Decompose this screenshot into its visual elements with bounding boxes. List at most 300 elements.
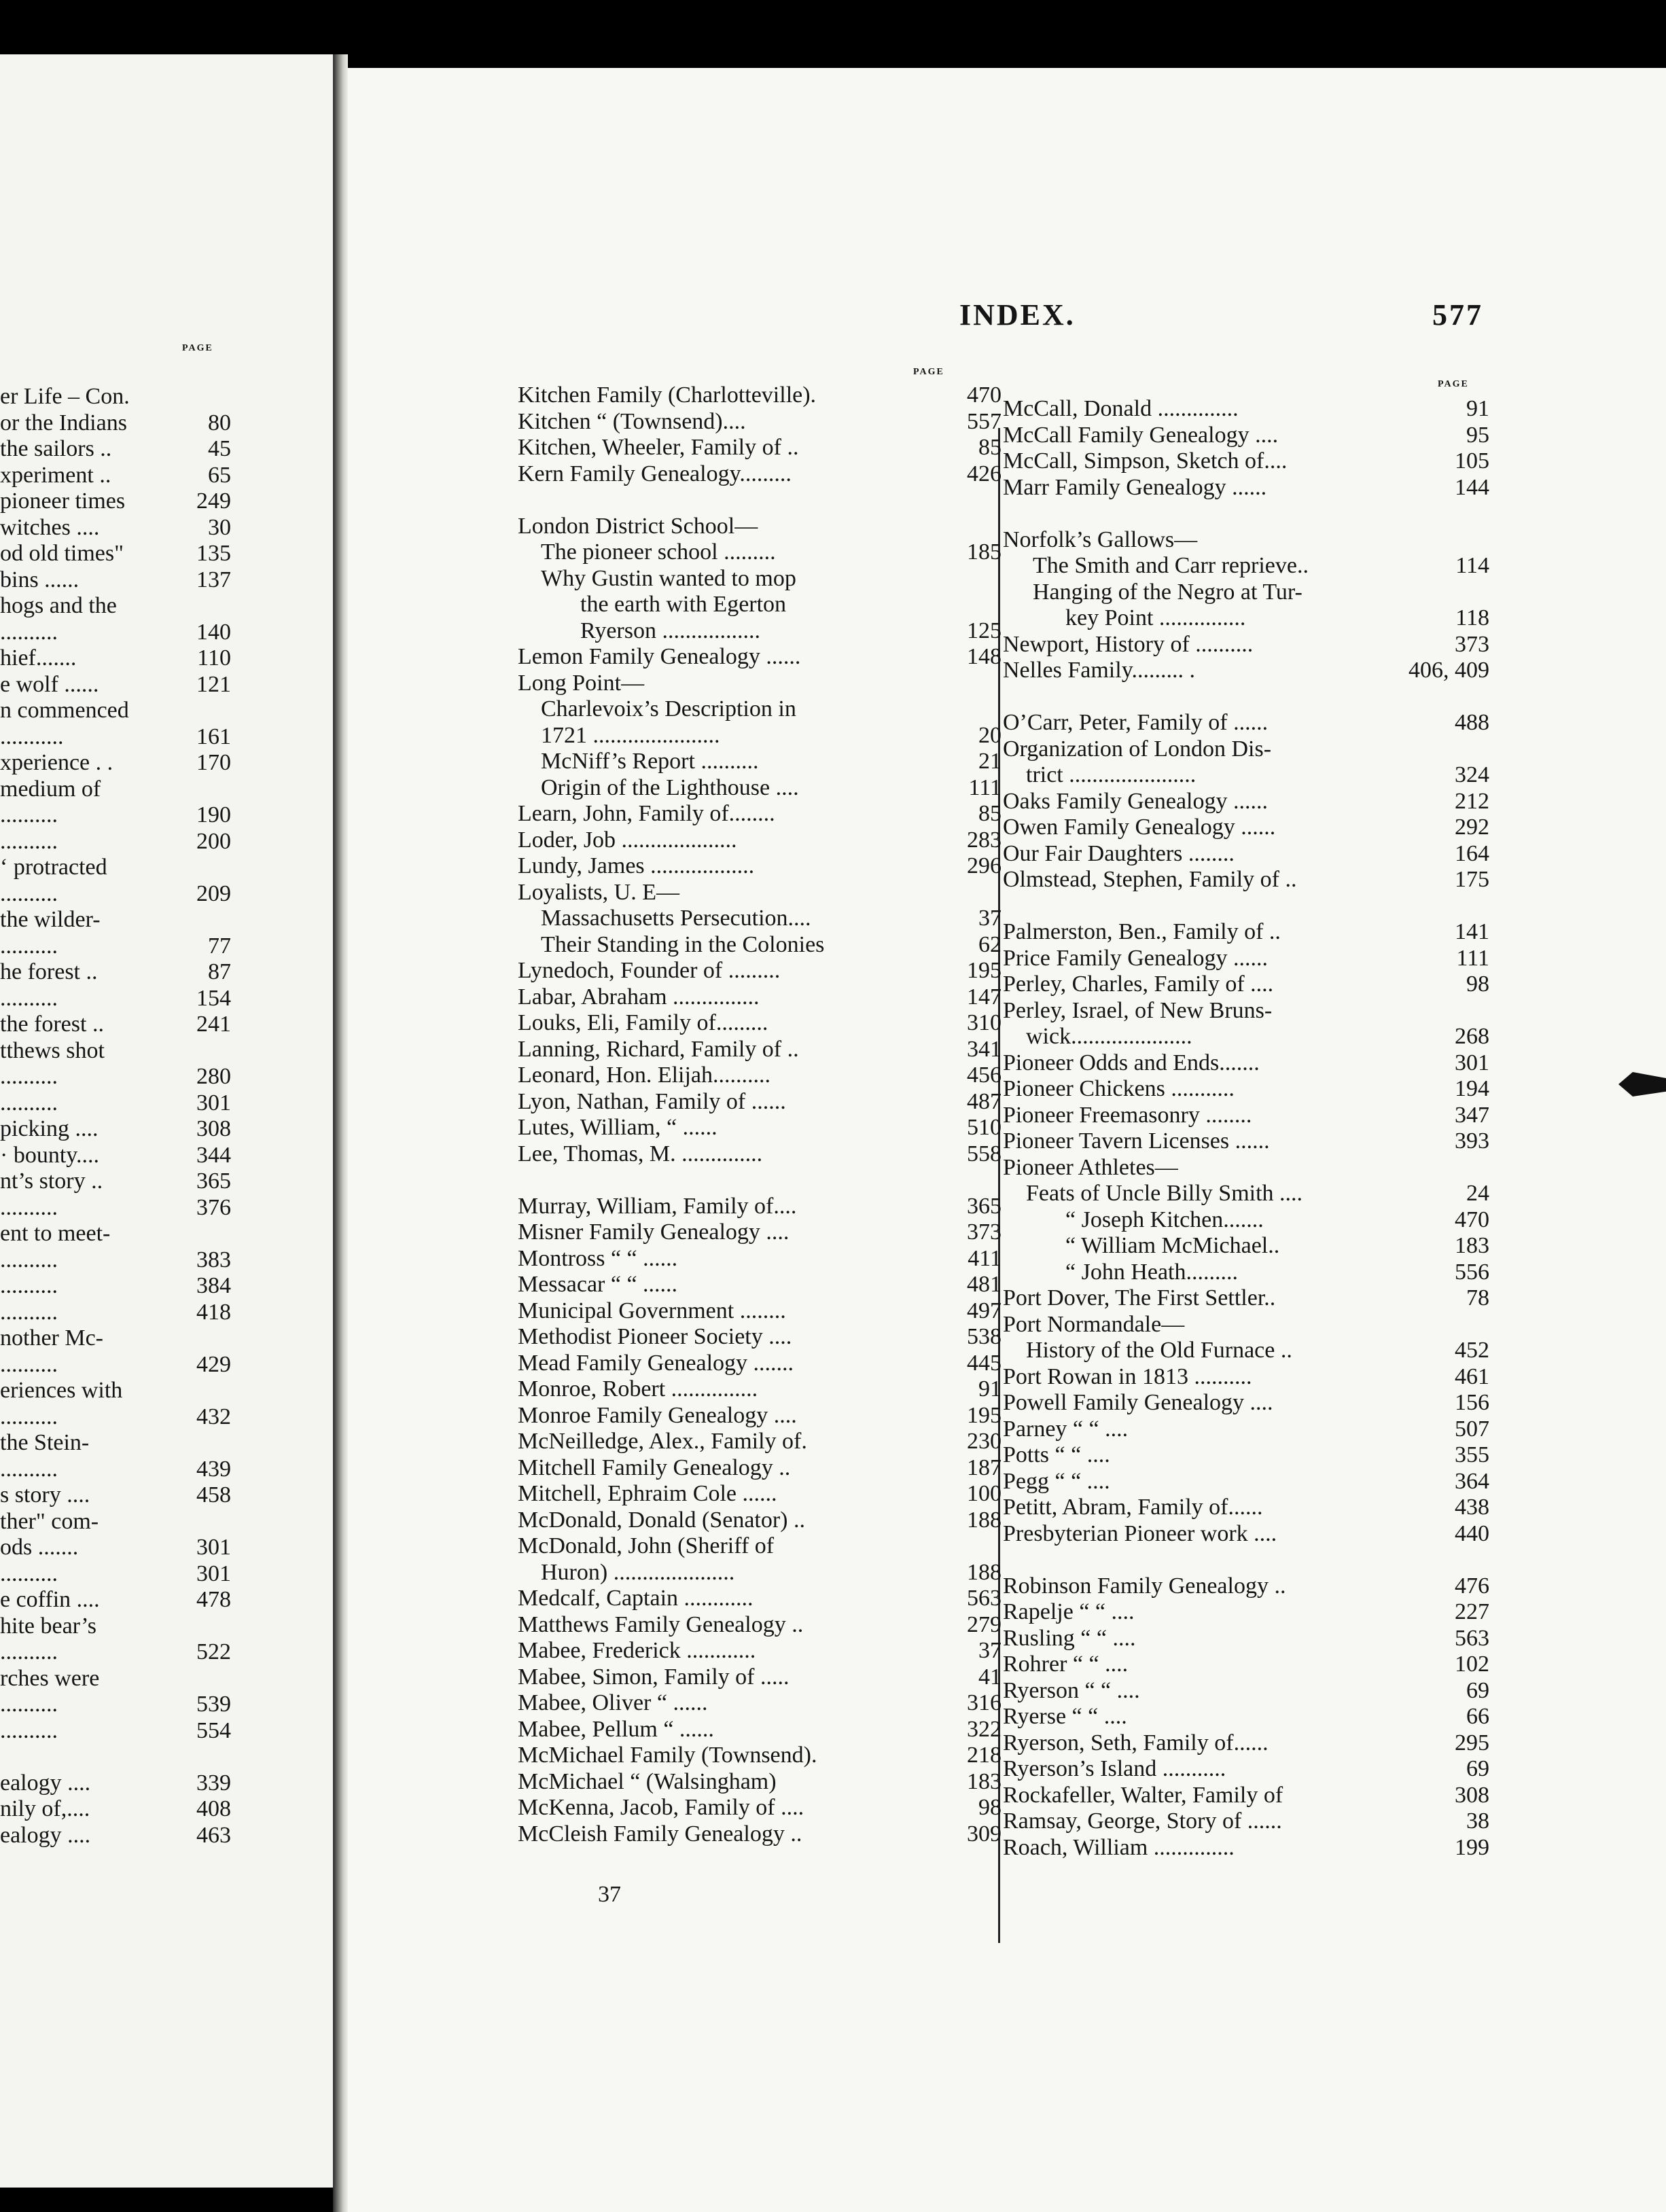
entry-text: Norfolk’s Gallows— bbox=[1003, 527, 1198, 552]
index-entry bbox=[1003, 658, 1489, 684]
entry-page: 429 bbox=[196, 1351, 231, 1377]
index-entry bbox=[518, 1141, 1002, 1168]
index-entry bbox=[1003, 867, 1489, 893]
entry-text: Leonard, Hon. Elijah.......... bbox=[518, 1063, 771, 1088]
entry-page: 408 bbox=[196, 1796, 231, 1821]
middle-page-label: PAGE bbox=[913, 367, 944, 377]
entry-text: ther" com- bbox=[0, 1508, 99, 1534]
index-entry bbox=[518, 775, 1002, 802]
entry-text: xperience . . bbox=[0, 750, 113, 775]
entry-text: .......... bbox=[0, 1194, 58, 1220]
entry-text: Ryerson ................. bbox=[580, 618, 760, 643]
entry-text: McDonald, John (Sheriff of bbox=[518, 1533, 775, 1558]
signature-mark: 37 bbox=[598, 1882, 621, 1907]
index-entry bbox=[518, 671, 1002, 697]
entry-page: 478 bbox=[196, 1587, 231, 1612]
entry-text: od old times" bbox=[0, 541, 124, 566]
index-entry bbox=[1003, 448, 1489, 475]
index-entry bbox=[518, 801, 1002, 827]
index-entry bbox=[518, 1167, 1002, 1194]
entry-text: Louks, Eli, Family of......... bbox=[518, 1010, 768, 1035]
index-entry bbox=[1003, 1233, 1489, 1260]
index-entry bbox=[1003, 396, 1489, 423]
entry-text: McCall, Donald .............. bbox=[1003, 396, 1239, 421]
entry-text: Owen Family Genealogy ...... bbox=[1003, 815, 1276, 840]
index-entry bbox=[518, 1638, 1002, 1664]
index-entry bbox=[1003, 1469, 1489, 1495]
entry-page: 212 bbox=[1455, 788, 1489, 814]
entry-page: 164 bbox=[1455, 840, 1489, 866]
index-entry bbox=[0, 1169, 231, 1195]
index-entry bbox=[1003, 1050, 1489, 1077]
index-entry bbox=[0, 1325, 231, 1352]
index-entry bbox=[0, 1404, 231, 1431]
index-entry bbox=[0, 1430, 231, 1457]
entry-text: Port Rowan in 1813 .......... bbox=[1003, 1363, 1252, 1389]
index-entry bbox=[518, 1115, 1002, 1141]
entry-page: 310 bbox=[967, 1010, 1002, 1035]
entry-text: .......... bbox=[0, 619, 58, 645]
index-entry bbox=[1003, 1678, 1489, 1705]
entry-text: Misner Family Genealogy .... bbox=[518, 1219, 790, 1245]
index-entry bbox=[1003, 1260, 1489, 1286]
index-entry bbox=[0, 881, 231, 908]
entry-text: pioneer times bbox=[0, 488, 126, 514]
entry-text: “ John Heath......... bbox=[1065, 1259, 1239, 1285]
index-entry bbox=[0, 1535, 231, 1561]
entry-text: Our Fair Daughters ........ bbox=[1003, 840, 1235, 866]
index-entry bbox=[518, 1743, 1002, 1769]
index-entry bbox=[1003, 893, 1489, 920]
index-entry bbox=[518, 1089, 1002, 1116]
entry-text: Kitchen, Wheeler, Family of .. bbox=[518, 435, 799, 460]
entry-page: 339 bbox=[196, 1770, 231, 1796]
entry-text: Perley, Charles, Family of .... bbox=[1003, 971, 1274, 997]
index-entry bbox=[1003, 501, 1489, 527]
entry-text: .......... bbox=[0, 828, 58, 854]
entry-text: Port Dover, The First Settler.. bbox=[1003, 1285, 1276, 1310]
entry-text: O’Carr, Peter, Family of ...... bbox=[1003, 710, 1269, 735]
entry-text: Mabee, Oliver “ ...... bbox=[518, 1690, 708, 1715]
entry-page: 41 bbox=[978, 1664, 1002, 1690]
entry-page: 230 bbox=[967, 1429, 1002, 1454]
index-entry bbox=[518, 1219, 1002, 1246]
entry-page: 507 bbox=[1455, 1416, 1489, 1442]
index-entry bbox=[0, 1561, 231, 1588]
entry-text: Loder, Job .................... bbox=[518, 827, 737, 853]
entry-text: wick..................... bbox=[1026, 1024, 1192, 1049]
entry-text: London District School— bbox=[518, 513, 758, 539]
entry-page: 37 bbox=[978, 1638, 1002, 1663]
index-entry bbox=[1003, 1155, 1489, 1181]
index-entry bbox=[518, 1481, 1002, 1508]
entry-text: Potts “ “ .... bbox=[1003, 1442, 1110, 1467]
entry-page: 227 bbox=[1455, 1599, 1489, 1624]
entry-page: 77 bbox=[208, 933, 231, 959]
index-entry bbox=[1003, 1128, 1489, 1155]
entry-text: McMichael Family (Townsend). bbox=[518, 1743, 817, 1768]
index-entry bbox=[518, 906, 1002, 932]
index-entry bbox=[518, 514, 1002, 540]
entry-text: The Smith and Carr reprieve.. bbox=[1033, 553, 1309, 578]
entry-text: Roach, William .............. bbox=[1003, 1834, 1235, 1860]
left-page-label: PAGE bbox=[182, 343, 213, 353]
entry-page: 87 bbox=[208, 959, 231, 984]
index-entry bbox=[518, 1586, 1002, 1612]
entry-text: or the Indians bbox=[0, 410, 127, 435]
entry-page: 209 bbox=[196, 880, 231, 906]
entry-page: 110 bbox=[197, 645, 231, 671]
index-entry bbox=[1003, 946, 1489, 972]
entry-text: Mabee, Pellum “ ...... bbox=[518, 1716, 714, 1742]
index-entry bbox=[518, 1063, 1002, 1089]
index-entry bbox=[0, 1143, 231, 1169]
entry-page: 268 bbox=[1455, 1024, 1489, 1049]
index-entry bbox=[1003, 1521, 1489, 1548]
entry-text: nily of,.... bbox=[0, 1796, 90, 1821]
entry-page: 347 bbox=[1455, 1102, 1489, 1128]
index-entry bbox=[518, 1272, 1002, 1298]
entry-page: 539 bbox=[196, 1692, 231, 1717]
entry-text: ‘ protracted bbox=[0, 855, 107, 880]
index-entry bbox=[518, 1429, 1002, 1455]
entry-text: Learn, John, Family of........ bbox=[518, 801, 775, 826]
entry-text: History of the Old Furnace .. bbox=[1026, 1338, 1292, 1363]
index-entry bbox=[518, 435, 1002, 461]
entry-page: 154 bbox=[196, 985, 231, 1011]
entry-page: 292 bbox=[1455, 815, 1489, 840]
entry-text: “ William McMichael.. bbox=[1065, 1233, 1280, 1258]
entry-page: 85 bbox=[978, 801, 1002, 826]
entry-page: 308 bbox=[196, 1116, 231, 1141]
entry-page: 296 bbox=[967, 853, 1002, 878]
entry-text: ent to meet- bbox=[0, 1221, 111, 1246]
entry-page: 200 bbox=[196, 828, 231, 854]
index-entry bbox=[518, 1690, 1002, 1717]
entry-page: 301 bbox=[1455, 1050, 1489, 1075]
entry-page: 510 bbox=[967, 1115, 1002, 1140]
entry-text: .......... bbox=[0, 1639, 58, 1664]
entry-text: Pioneer Odds and Ends....... bbox=[1003, 1050, 1260, 1075]
index-entry bbox=[518, 1351, 1002, 1377]
middle-index-column bbox=[518, 382, 1002, 1847]
entry-text: e wolf ...... bbox=[0, 671, 99, 697]
entry-page: 190 bbox=[196, 802, 231, 827]
index-entry bbox=[0, 1666, 231, 1692]
entry-text: Messacar “ “ ...... bbox=[518, 1272, 678, 1297]
index-entry bbox=[518, 1324, 1002, 1351]
index-entry bbox=[1003, 1103, 1489, 1129]
right-page-label: PAGE bbox=[1438, 379, 1469, 389]
index-entry bbox=[0, 1692, 231, 1718]
entry-page: 418 bbox=[196, 1299, 231, 1325]
index-entry bbox=[1003, 1442, 1489, 1469]
entry-page: 170 bbox=[196, 750, 231, 775]
index-entry bbox=[0, 488, 231, 515]
entry-page: 98 bbox=[1466, 971, 1489, 997]
entry-text: .......... bbox=[0, 1692, 58, 1717]
index-entry bbox=[0, 1482, 231, 1509]
entry-page: 199 bbox=[1455, 1834, 1489, 1860]
index-entry bbox=[1003, 1338, 1489, 1364]
entry-text: .......... bbox=[0, 1560, 58, 1586]
index-entry bbox=[518, 644, 1002, 671]
entry-page: 481 bbox=[967, 1272, 1002, 1297]
entry-page: 364 bbox=[1455, 1468, 1489, 1494]
entry-page: 188 bbox=[967, 1559, 1002, 1585]
index-entry bbox=[518, 1246, 1002, 1272]
entry-text: rches were bbox=[0, 1665, 100, 1691]
entry-page: 218 bbox=[967, 1743, 1002, 1768]
entry-page: 135 bbox=[196, 541, 231, 566]
entry-page: 114 bbox=[1455, 553, 1489, 578]
entry-page: 62 bbox=[978, 931, 1002, 957]
entry-text: Price Family Genealogy ...... bbox=[1003, 945, 1268, 971]
entry-text: Loyalists, U. E— bbox=[518, 879, 679, 905]
entry-text: Lee, Thomas, M. .............. bbox=[518, 1141, 763, 1166]
entry-page: 355 bbox=[1455, 1442, 1489, 1467]
index-entry bbox=[1003, 1390, 1489, 1416]
index-entry bbox=[0, 1038, 231, 1065]
entry-page: 183 bbox=[1455, 1233, 1489, 1258]
index-entry bbox=[518, 1717, 1002, 1743]
index-entry bbox=[1003, 1652, 1489, 1678]
entry-page: 241 bbox=[196, 1012, 231, 1037]
index-entry bbox=[0, 1587, 231, 1613]
entry-text: .......... bbox=[0, 933, 58, 959]
entry-page: 188 bbox=[967, 1507, 1002, 1533]
entry-text: bins ...... bbox=[0, 567, 79, 592]
entry-page: 69 bbox=[1466, 1677, 1489, 1703]
entry-page: 95 bbox=[1466, 422, 1489, 448]
index-entry bbox=[1003, 971, 1489, 998]
index-entry bbox=[1003, 1783, 1489, 1809]
index-entry bbox=[0, 986, 231, 1012]
index-entry bbox=[1003, 789, 1489, 815]
entry-text: Medcalf, Captain ............ bbox=[518, 1586, 754, 1611]
entry-text: McCall, Simpson, Sketch of.... bbox=[1003, 448, 1288, 474]
index-entry bbox=[0, 855, 231, 881]
entry-text: .......... bbox=[0, 985, 58, 1011]
index-entry bbox=[0, 724, 231, 751]
index-title: INDEX. bbox=[959, 298, 1076, 332]
index-entry bbox=[1003, 475, 1489, 501]
entry-page: 283 bbox=[967, 827, 1002, 853]
index-entry bbox=[0, 1247, 231, 1274]
index-entry bbox=[518, 1298, 1002, 1325]
entry-page: 118 bbox=[1455, 605, 1489, 630]
entry-page: 488 bbox=[1455, 710, 1489, 735]
entry-page: 195 bbox=[967, 1402, 1002, 1428]
entry-text: McCall Family Genealogy .... bbox=[1003, 422, 1279, 448]
index-entry bbox=[518, 618, 1002, 645]
entry-text: Ryerse “ “ .... bbox=[1003, 1704, 1127, 1729]
entry-text: the wilder- bbox=[0, 907, 101, 932]
entry-page: 187 bbox=[967, 1455, 1002, 1480]
index-entry bbox=[1003, 1808, 1489, 1835]
index-entry bbox=[0, 593, 231, 620]
index-entry bbox=[1003, 1312, 1489, 1338]
index-entry bbox=[518, 749, 1002, 775]
entry-text: Port Normandale— bbox=[1003, 1311, 1185, 1337]
entry-text: 1721 ...................... bbox=[541, 722, 720, 748]
entry-page: 147 bbox=[967, 984, 1002, 1010]
entry-text: .......... bbox=[0, 1404, 58, 1429]
entry-text: e coffin .... bbox=[0, 1587, 100, 1612]
index-entry bbox=[518, 984, 1002, 1011]
entry-page: 440 bbox=[1455, 1520, 1489, 1546]
entry-page: 461 bbox=[1455, 1363, 1489, 1389]
index-entry bbox=[518, 1010, 1002, 1037]
index-entry bbox=[518, 1533, 1002, 1560]
entry-page: 301 bbox=[196, 1535, 231, 1560]
entry-text: .......... bbox=[0, 880, 58, 906]
index-entry bbox=[518, 1376, 1002, 1403]
entry-text: Monroe, Robert ............... bbox=[518, 1376, 758, 1402]
index-entry bbox=[0, 436, 231, 463]
entry-text: hief....... bbox=[0, 645, 77, 671]
index-entry bbox=[0, 1195, 231, 1221]
entry-text: xperiment .. bbox=[0, 462, 111, 488]
index-entry bbox=[0, 410, 231, 437]
entry-page: 65 bbox=[208, 462, 231, 488]
left-index-column bbox=[0, 384, 231, 1849]
entry-text: ........... bbox=[0, 724, 64, 749]
index-entry bbox=[0, 1613, 231, 1640]
index-entry bbox=[0, 645, 231, 672]
entry-text: McDonald, Donald (Senator) .. bbox=[518, 1507, 806, 1533]
index-entry bbox=[1003, 736, 1489, 763]
index-entry bbox=[518, 932, 1002, 959]
entry-page: 308 bbox=[1455, 1782, 1489, 1808]
index-entry bbox=[1003, 1076, 1489, 1103]
entry-text: ealogy .... bbox=[0, 1770, 91, 1796]
entry-page: 80 bbox=[208, 410, 231, 435]
index-entry bbox=[0, 698, 231, 724]
entry-page: 100 bbox=[967, 1481, 1002, 1506]
entry-page: 156 bbox=[1455, 1390, 1489, 1415]
index-entry bbox=[1003, 1756, 1489, 1783]
entry-text: Why Gustin wanted to mop bbox=[541, 565, 796, 591]
entry-text: Pioneer Freemasonry ........ bbox=[1003, 1102, 1252, 1128]
index-entry bbox=[0, 1090, 231, 1117]
entry-page: 309 bbox=[967, 1821, 1002, 1847]
index-entry bbox=[518, 1508, 1002, 1534]
entry-text: Perley, Israel, of New Bruns- bbox=[1003, 997, 1273, 1023]
entry-page: 445 bbox=[967, 1350, 1002, 1376]
index-entry bbox=[518, 827, 1002, 854]
entry-text: Lundy, James .................. bbox=[518, 853, 755, 878]
entry-text: Lyon, Nathan, Family of ...... bbox=[518, 1088, 786, 1114]
entry-text: s story .... bbox=[0, 1482, 90, 1508]
index-entry bbox=[1003, 684, 1489, 711]
entry-text: Powell Family Genealogy .... bbox=[1003, 1390, 1273, 1415]
entry-text: Mitchell Family Genealogy .. bbox=[518, 1455, 791, 1480]
index-entry bbox=[0, 1273, 231, 1300]
entry-text: Marr Family Genealogy ...... bbox=[1003, 474, 1267, 500]
entry-page: 393 bbox=[1455, 1128, 1489, 1154]
entry-page: 148 bbox=[967, 644, 1002, 669]
entry-text: the Stein- bbox=[0, 1430, 90, 1455]
entry-text: Matthews Family Genealogy .. bbox=[518, 1611, 804, 1637]
index-entry bbox=[0, 1796, 231, 1823]
entry-page: 301 bbox=[196, 1560, 231, 1586]
entry-text: Lanning, Richard, Family of .. bbox=[518, 1036, 799, 1062]
entry-text: McNeilledge, Alex., Family of. bbox=[518, 1429, 807, 1454]
entry-page: 497 bbox=[967, 1298, 1002, 1323]
index-entry bbox=[518, 1612, 1002, 1639]
entry-page: 137 bbox=[196, 567, 231, 592]
entry-page: 563 bbox=[1455, 1625, 1489, 1651]
index-entry bbox=[1003, 1704, 1489, 1730]
entry-text: Long Point— bbox=[518, 670, 645, 696]
index-entry bbox=[518, 1037, 1002, 1063]
entry-text: Palmerston, Ben., Family of .. bbox=[1003, 919, 1281, 944]
entry-page: 557 bbox=[967, 408, 1002, 434]
index-entry bbox=[0, 463, 231, 489]
entry-page: 78 bbox=[1466, 1285, 1489, 1310]
index-entry bbox=[0, 959, 231, 986]
entry-text: Murray, William, Family of.... bbox=[518, 1193, 797, 1219]
index-entry bbox=[1003, 1730, 1489, 1757]
index-entry bbox=[0, 1770, 231, 1797]
entry-page: 144 bbox=[1455, 474, 1489, 500]
entry-page: 105 bbox=[1455, 448, 1489, 474]
entry-text: Pegg “ “ .... bbox=[1003, 1468, 1110, 1494]
entry-page: 111 bbox=[968, 774, 1002, 800]
entry-text: Rapelje “ “ .... bbox=[1003, 1599, 1135, 1624]
entry-text: the forest .. bbox=[0, 1012, 104, 1037]
entry-page: 91 bbox=[1466, 396, 1489, 421]
entry-text: Huron) ..................... bbox=[541, 1559, 735, 1585]
entry-text: Rohrer “ “ .... bbox=[1003, 1652, 1129, 1677]
entry-page: 365 bbox=[967, 1193, 1002, 1219]
entry-page: 249 bbox=[196, 488, 231, 514]
page-number: 577 bbox=[1432, 298, 1483, 332]
entry-page: 487 bbox=[967, 1088, 1002, 1114]
entry-page: 341 bbox=[967, 1036, 1002, 1062]
entry-page: 91 bbox=[978, 1376, 1002, 1402]
entry-text: witches .... bbox=[0, 514, 100, 540]
index-entry bbox=[0, 777, 231, 803]
entry-page: 439 bbox=[196, 1456, 231, 1482]
entry-page: 20 bbox=[978, 722, 1002, 748]
index-entry bbox=[1003, 579, 1489, 606]
index-entry bbox=[0, 1064, 231, 1090]
index-entry bbox=[1003, 423, 1489, 449]
entry-text: hite bear’s bbox=[0, 1613, 96, 1639]
entry-text: nt’s story .. bbox=[0, 1169, 103, 1194]
entry-text: Pioneer Chickens ........... bbox=[1003, 1076, 1235, 1101]
entry-page: 365 bbox=[196, 1169, 231, 1194]
entry-page: 563 bbox=[967, 1586, 1002, 1611]
index-entry bbox=[1003, 998, 1489, 1024]
index-entry bbox=[518, 1795, 1002, 1821]
entry-page: 556 bbox=[1455, 1259, 1489, 1285]
index-entry bbox=[1003, 1416, 1489, 1443]
entry-page: 279 bbox=[967, 1611, 1002, 1637]
entry-text: Pioneer Athletes— bbox=[1003, 1154, 1178, 1180]
entry-text: Montross “ “ ...... bbox=[518, 1245, 678, 1271]
entry-text: trict ...................... bbox=[1026, 762, 1197, 787]
entry-page: 37 bbox=[978, 906, 1002, 931]
index-entry bbox=[518, 382, 1002, 409]
index-entry bbox=[1003, 919, 1489, 946]
index-entry bbox=[0, 1012, 231, 1038]
index-entry bbox=[0, 620, 231, 646]
entry-page: 558 bbox=[967, 1141, 1002, 1166]
entry-text: Mead Family Genealogy ....... bbox=[518, 1350, 794, 1376]
